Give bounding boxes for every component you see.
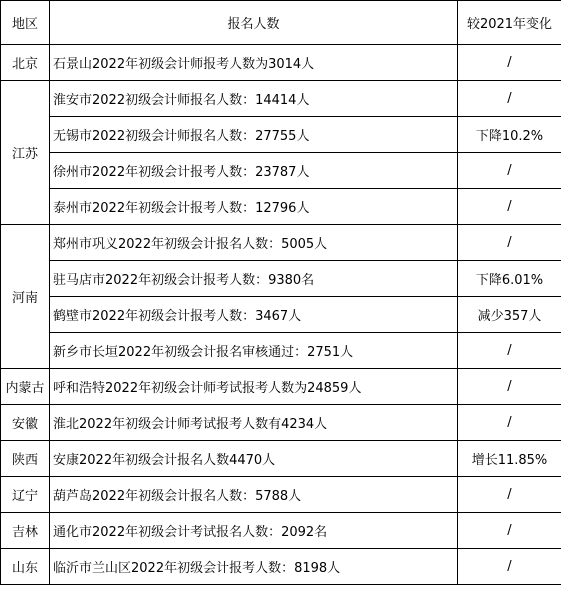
table-row bbox=[1, 153, 561, 189]
count-cell: 淮北2022年初级会计师考试报考人数有4234人 bbox=[50, 405, 458, 441]
change-cell: / bbox=[458, 549, 561, 585]
region-cell: 河南 bbox=[1, 225, 50, 369]
header-count: 报名人数 bbox=[50, 1, 458, 45]
change-cell: 增长11.85% bbox=[458, 441, 561, 477]
region-cell: 吉林 bbox=[1, 513, 50, 549]
count-cell: 新乡市长垣2022年初级会计报名审核通过：2751人 bbox=[50, 333, 458, 369]
table-row bbox=[1, 549, 561, 585]
table-row bbox=[1, 189, 561, 225]
table-row bbox=[1, 117, 561, 153]
count-cell: 葫芦岛2022年初级会计报名人数：5788人 bbox=[50, 477, 458, 513]
count-cell: 石景山2022年初级会计师报考人数为3014人 bbox=[50, 45, 458, 81]
count-cell: 驻马店市2022年初级会计报考人数：9380名 bbox=[50, 261, 458, 297]
change-cell: / bbox=[458, 225, 561, 261]
region-cell: 辽宁 bbox=[1, 477, 50, 513]
region-cell: 内蒙古 bbox=[1, 369, 50, 405]
count-cell: 临沂市兰山区2022年初级会计报考人数：8198人 bbox=[50, 549, 458, 585]
table-row bbox=[1, 441, 561, 477]
table-row bbox=[1, 477, 561, 513]
table-row bbox=[1, 261, 561, 297]
region-cell: 山东 bbox=[1, 549, 50, 585]
header-region: 地区 bbox=[1, 1, 50, 45]
region-cell: 陕西 bbox=[1, 441, 50, 477]
change-cell: / bbox=[458, 369, 561, 405]
count-cell: 郑州市巩义2022年初级会计报名人数：5005人 bbox=[50, 225, 458, 261]
count-cell: 通化市2022年初级会计考试报名人数：2092名 bbox=[50, 513, 458, 549]
table-row bbox=[1, 297, 561, 333]
region-cell: 安徽 bbox=[1, 405, 50, 441]
change-cell: 下降10.2% bbox=[458, 117, 561, 153]
table-row bbox=[1, 369, 561, 405]
table-row bbox=[1, 513, 561, 549]
table-row bbox=[1, 225, 561, 261]
region-cell: 北京 bbox=[1, 45, 50, 81]
header-change: 较2021年变化 bbox=[458, 1, 561, 45]
count-cell: 呼和浩特2022年初级会计师考试报考人数为24859人 bbox=[50, 369, 458, 405]
change-cell: / bbox=[458, 513, 561, 549]
change-cell: / bbox=[458, 405, 561, 441]
header-row bbox=[1, 1, 561, 45]
change-cell: 下降6.01% bbox=[458, 261, 561, 297]
change-cell: / bbox=[458, 153, 561, 189]
change-cell: / bbox=[458, 189, 561, 225]
change-cell: / bbox=[458, 477, 561, 513]
change-cell: / bbox=[458, 81, 561, 117]
change-cell: / bbox=[458, 333, 561, 369]
table-row bbox=[1, 45, 561, 81]
count-cell: 淮安市2022初级会计师报名人数：14414人 bbox=[50, 81, 458, 117]
count-cell: 泰州市2022年初级会计报考人数：12796人 bbox=[50, 189, 458, 225]
count-cell: 鹤壁市2022年初级会计报考人数：3467人 bbox=[50, 297, 458, 333]
change-cell: 减少357人 bbox=[458, 297, 561, 333]
table-row bbox=[1, 405, 561, 441]
change-cell: / bbox=[458, 45, 561, 81]
count-cell: 无锡市2022初级会计师报名人数：27755人 bbox=[50, 117, 458, 153]
count-cell: 安康2022年初级会计报名人数4470人 bbox=[50, 441, 458, 477]
region-cell: 江苏 bbox=[1, 81, 50, 225]
count-cell: 徐州市2022年初级会计报考人数：23787人 bbox=[50, 153, 458, 189]
table-row bbox=[1, 333, 561, 369]
table-row bbox=[1, 81, 561, 117]
